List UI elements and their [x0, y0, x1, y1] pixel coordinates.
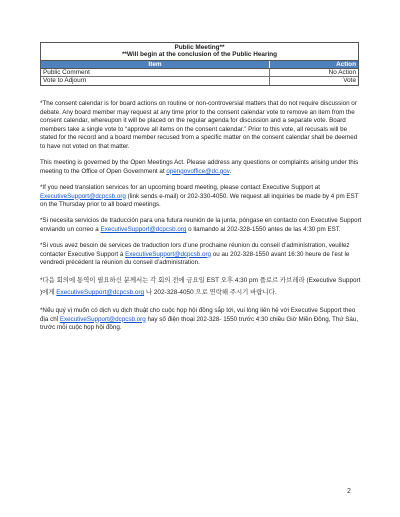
executive-support-email-link[interactable]: ExecutiveSupport@dcpcsb.org: [56, 289, 145, 297]
translation-text-english: *If you need translation services for an upcoming board meeting, please contact Executive Support at: [40, 183, 321, 191]
column-header-action: Action: [336, 60, 356, 68]
translation-note-english: [40, 184, 362, 210]
opengov-email-link[interactable]: opengovoffice@dc.gov: [166, 167, 230, 175]
executive-support-email-link[interactable]: ExecutiveSupport@dcpcsb.org: [100, 225, 187, 233]
translation-text-spanish: *Si necesita servicios de traducción para una futura reunión de la junta, póngase en contacto con Executive Support enviando un correo a: [40, 217, 362, 233]
table-cell-item: Public Comment: [41, 69, 270, 76]
translation-note-french: [40, 242, 362, 268]
translation-text-vietnamese: *Nếu quý vị muốn có dịch vụ dịch thuật cho cuộc họp hội đồng sắp tới, vui lòng liên hệ với Executive Support theo địa chỉ: [40, 307, 356, 323]
table-cell-action: Vote: [343, 77, 356, 85]
agenda-title-line2: **Will begin at the conclusion of the Public Hearing: [121, 51, 278, 59]
consent-calendar-note: *The consent calendar is for board actions on routine or non-controversial matters that do not require discussion or debate. Any board member may request at any time prior to the consent calendar vote to remove an item from the consent calendar, whereupon it will be placed on the regular agenda for discussion and a separate vote. Board members take a single vote to “approve all items on the consent calendar.” Prior to this vote, all recusals will be stated for the record and a board member recused from a specific matter on the consent calendar shall be deemed to have not voted on that matter.: [40, 100, 358, 150]
translation-text-korean-end: 나 202-328-4050 으로 연락해 주시기 바랍니다.: [144, 289, 277, 297]
open-meetings-text-end: .: [229, 167, 232, 175]
open-meetings-note: [40, 159, 362, 176]
translation-note-spanish: [40, 217, 362, 234]
translation-text-spanish-end: o llamando al 202-328-1550 antes de las 4:30 pm EST.: [186, 225, 341, 233]
executive-support-email-link[interactable]: ExecutiveSupport@dcpcsb.org: [125, 250, 212, 258]
table-cell-item: Vote to Adjourn: [41, 77, 270, 84]
translation-text-english-end: (link sends e-mail) or 202-330-4050. We request all inquiries be made by 4 pm EST on the Thursday prior to all board meetings.: [40, 192, 359, 209]
column-header-item: Item: [41, 61, 270, 68]
notes-section: [40, 100, 362, 340]
translation-text-french-end: ou au 202-328-1550 avant 16:30 heure de l’est le vendredi précédent la réunion du conseil d’administration.: [40, 250, 350, 267]
table-cell-action: No Action: [328, 69, 356, 77]
translation-text-french: *Si vous avez besoin de services de traduction lors d’une prochaine réunion du conseil d’administration, veuillez contacter Executive Support à: [40, 242, 350, 258]
agenda-title: [41, 43, 358, 61]
open-meetings-text: This meeting is governed by the Open Meetings Act. Please address any questions or complaints arising under this meeting to the Office of Open Government at: [40, 159, 359, 175]
agenda-title-line1: Public Meeting**: [174, 44, 225, 51]
executive-support-email-link[interactable]: ExecutiveSupport@dcpcsb.org: [40, 192, 126, 200]
table-row: [41, 77, 358, 84]
agenda-header-row: [41, 61, 358, 69]
translation-note-vietnamese: [40, 307, 362, 333]
translation-text-vietnamese-end: hay số điện thoại 202-328- 1550 trước 4:30 chiều Giờ Miền Đông, Thứ Sáu, trước mỗi cuộc họp hội đồng.: [40, 315, 359, 332]
table-row: [41, 69, 358, 77]
executive-support-email-link[interactable]: ExecutiveSupport@dcpcsb.org: [59, 315, 146, 323]
agenda-table: [40, 42, 359, 86]
translation-note-korean: [40, 275, 362, 299]
page-number: 2: [347, 488, 351, 495]
translation-text-korean: *다음 회의에 통역이 필요하신 분께서는 각 회의 전에 금요일 EST 오후 4:30 pm 플로르 카브레라 (Executive Support )에게: [40, 277, 361, 297]
